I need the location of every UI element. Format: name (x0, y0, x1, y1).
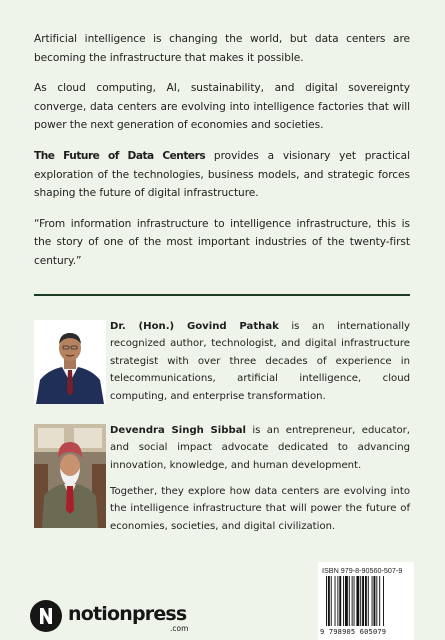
author-2-name: Devendra Singh Sibbal (110, 425, 246, 436)
back-cover-blurb (34, 30, 410, 271)
blurb-paragraph-3 (34, 147, 410, 203)
section-divider (34, 294, 410, 296)
book-title: The Future of Data Centers (34, 149, 206, 162)
notionpress-logo-icon (30, 600, 62, 632)
author-1-name: Dr. (Hon.) Govind Pathak (110, 321, 279, 332)
author-2-bio-text: is an entrepreneur, educator, and social impact advocate dedicated to advancing innovation, knowledge, and human development. (110, 425, 410, 471)
blurb-paragraph-3-text: provides a visionary yet practical exploration of the technologies, business models, and strategic forces shaping the future of digital infrastructure. (34, 149, 410, 200)
author-2-photo (34, 424, 106, 528)
author-1-bio-text: is an internationally recognized author, technologist, and digital infrastructure strategist with over three decades of experience in telecommunications, artificial intelligence, cloud computing, and enterprise transformation. (110, 321, 410, 402)
blurb-paragraph-2: As cloud computing, AI, sustainability, and digital sovereignty converge, data centers are evolving into intelligence factories that will power the next generation of economies and societies. (34, 82, 410, 132)
publisher-logo (30, 600, 230, 636)
author-2-bio (110, 422, 410, 474)
isbn-barcode (318, 562, 414, 640)
barcode-digits: 9 798905 605079 (320, 628, 387, 636)
author-1-bio (110, 318, 410, 405)
blurb-paragraph-1: Artificial intelligence is changing the world, but data centers are becoming the infrastructure that makes it possible. (34, 33, 410, 64)
isbn-label: ISBN 979-8-90560-507-9 (322, 566, 403, 575)
closing-paragraph: Together, they explore how data centers are evolving into the intelligence infrastructure that will power the future of economies, societies, and digital civilization. (110, 486, 410, 532)
publisher-name: notionpress (68, 603, 187, 625)
publisher-domain-suffix: .com (170, 624, 189, 633)
blurb-quote: “From information infrastructure to intelligence infrastructure, this is the story of one of the most important industries of the twenty-first century.” (34, 217, 410, 267)
author-1-photo (34, 320, 106, 404)
